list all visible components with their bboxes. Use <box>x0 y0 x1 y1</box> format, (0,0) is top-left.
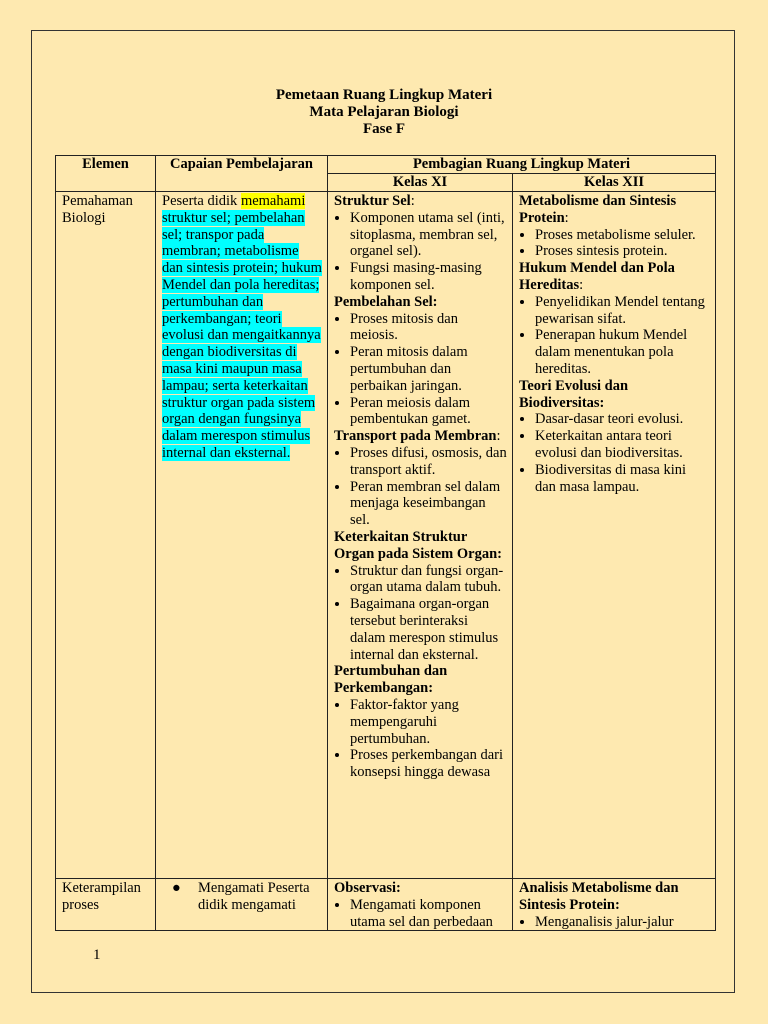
topic-list <box>334 563 507 664</box>
section-title-text: Pertumbuhan dan Perkembangan: <box>334 663 448 697</box>
header-kelas-xii: Kelas XII <box>513 174 716 192</box>
list-item: • Struktur dan fungsi organ-organ utama dalam tubuh. <box>350 563 507 597</box>
topic-list <box>519 914 710 931</box>
scope-mapping-table <box>55 155 716 931</box>
table-row <box>56 879 716 931</box>
list-item: • Komponen utama sel (inti, sitoplasma, membran sel, organel sel). <box>350 210 507 260</box>
title-line-2: Mata Pelajaran Biologi <box>309 104 459 120</box>
cell-kelas-xii <box>513 192 716 879</box>
highlight-yellow: memahami <box>240 193 306 209</box>
header-elemen: Elemen <box>56 156 156 192</box>
list-item: • Proses perkembangan dari konsepsi hingga dewasa <box>350 747 507 781</box>
list-item: • Faktor-faktor yang mempengaruhi pertumbuhan. <box>350 697 507 747</box>
cell-kelas-xi <box>328 879 513 931</box>
topic-list <box>334 445 507 529</box>
header-capaian: Capaian Pembelajaran <box>156 156 328 192</box>
document-title-block <box>0 87 768 138</box>
list-item: • Bagaimana organ-organ tersebut berinteraksi dalam merespon stimulus internal dan eksternal. <box>350 596 507 663</box>
page-number: 1 <box>93 947 101 963</box>
capaian-list <box>162 880 322 914</box>
cell-kelas-xii <box>513 879 716 931</box>
section-title-suffix: : <box>579 276 584 293</box>
topic-list <box>334 697 507 781</box>
topic-list <box>519 411 710 495</box>
cell-capaian <box>156 192 328 879</box>
list-item: • Proses sintesis protein. <box>535 243 710 260</box>
bullet-icon: ● <box>172 880 181 896</box>
highlight-cyan: struktur sel; pembelahan sel; transpor pada membran; metabolisme dan sintesis protein; hukum Mendel dan pola hereditas; pertumbuhan dan perkembangan; teori evolusi dan mengaitkannya dengan biodiversitas di masa kini maupun masa lampau; serta keterkaitan struktur organ pada sistem organ dengan fungsinya dalam merespon stimulus internal dan eksternal. <box>162 209 322 461</box>
list-item: • Penerapan hukum Mendel dalam menentukan pola hereditas. <box>535 327 710 377</box>
list-item: • Fungsi masing-masing komponen sel. <box>350 260 507 294</box>
list-item: • Mengamati komponen utama sel dan perbedaan <box>350 897 507 931</box>
section-title: Analisis Metabolisme dan Sintesis Protein: <box>519 880 679 913</box>
topic-list <box>334 210 507 294</box>
section-title <box>519 193 710 227</box>
list-item: • Peran meiosis dalam pembentukan gamet. <box>350 395 507 429</box>
section-title <box>334 663 507 697</box>
list-item: • Dasar-dasar teori evolusi. <box>535 411 710 428</box>
table-row <box>56 192 716 879</box>
cell-capaian <box>156 879 328 931</box>
list-item: • Proses metabolisme seluler. <box>535 227 710 244</box>
section-title-suffix: : <box>496 428 501 445</box>
capaian-text: Peserta didik <box>162 193 241 209</box>
section-title-text: Keterkaitan Struktur Organ pada Sistem Organ: <box>334 528 502 562</box>
list-item: • Penyelidikan Mendel tentang pewarisan sifat. <box>535 294 710 328</box>
list-item: • Peran membran sel dalam menjaga keseimbangan sel. <box>350 479 507 529</box>
header-pembagian: Pembagian Ruang Lingkup Materi <box>328 156 716 174</box>
list-item: • Menganalisis jalur-jalur <box>535 914 710 931</box>
title-line-3: Fase F <box>362 121 406 137</box>
section-title-text: Teori Evolusi dan Biodiversitas: <box>519 377 629 411</box>
list-item: • Biodiversitas di masa kini dan masa lampau. <box>535 462 710 496</box>
topic-list <box>334 897 507 931</box>
list-item: ● Mengamati Peserta didik mengamati <box>172 880 310 913</box>
cell-kelas-xi <box>328 192 513 879</box>
section-title-text: Hukum Mendel dan Pola Hereditas <box>519 260 675 293</box>
section-title-suffix: : <box>410 193 415 209</box>
list-item: • Keterkaitan antara teori evolusi dan biodiversitas. <box>535 428 710 462</box>
section-title <box>334 428 507 445</box>
list-item: • Peran mitosis dalam pertumbuhan dan perbaikan jaringan. <box>350 344 507 394</box>
section-title <box>519 260 710 294</box>
section-title <box>519 378 710 412</box>
section-title-text: Transport pada Membran <box>334 428 497 445</box>
cell-elemen: Pemahaman Biologi <box>56 192 156 879</box>
topic-list <box>519 227 710 261</box>
section-title <box>334 193 507 210</box>
section-title-text: Pembelahan Sel: <box>334 293 438 310</box>
section-title-suffix: : <box>564 209 569 226</box>
header-kelas-xi: Kelas XI <box>328 174 513 192</box>
section-title-text: Metabolisme dan Sintesis Protein <box>519 193 677 226</box>
section-title <box>334 529 507 563</box>
list-item: • Proses mitosis dan meiosis. <box>350 311 507 345</box>
section-title <box>334 294 507 311</box>
title-line-1: Pemetaan Ruang Lingkup Materi <box>275 87 493 103</box>
cell-elemen: Keterampilan proses <box>56 879 156 931</box>
topic-list <box>519 294 710 378</box>
section-title: Observasi: <box>334 880 401 896</box>
section-title-text: Struktur Sel <box>334 193 411 209</box>
list-item: • Proses difusi, osmosis, dan transport aktif. <box>350 445 507 479</box>
topic-list <box>334 311 507 429</box>
